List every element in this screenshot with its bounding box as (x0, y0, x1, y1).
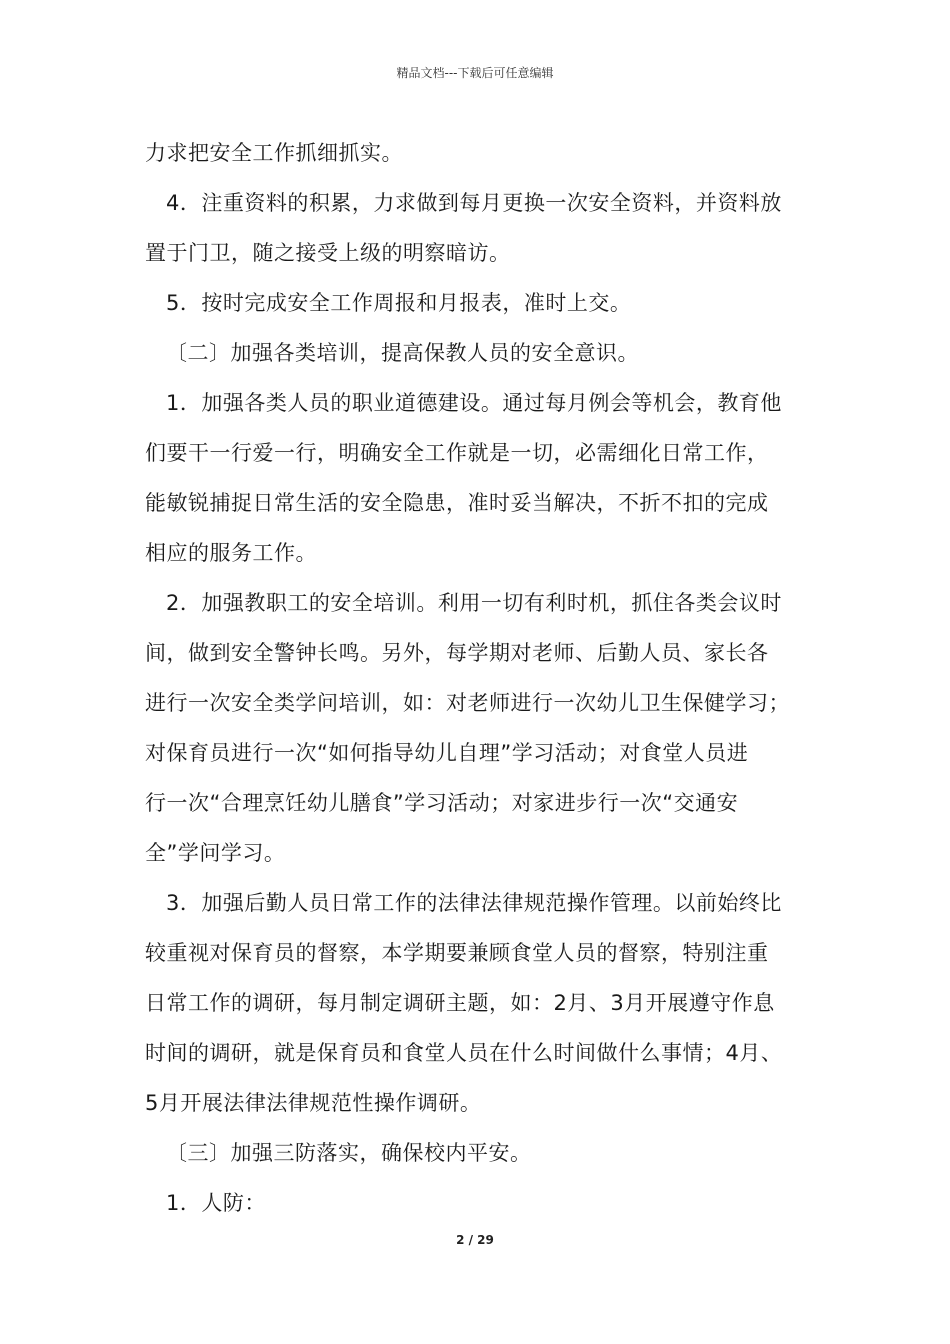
text-line: 5月开展法律法律规范性操作调研。 (145, 1091, 482, 1115)
text-line: 3．加强后勤人员日常工作的法律法律规范操作管理。以前始终比 (166, 891, 782, 915)
text-line: 1．人防： (166, 1191, 266, 1215)
section-heading: 〔三〕加强三防落实，确保校内平安。 (166, 1141, 532, 1165)
page-number: 2 / 29 (456, 1233, 494, 1247)
text-line: 们要干一行爱一行，明确安全工作就是一切，必需细化日常工作， (145, 441, 769, 465)
text-line: 较重视对保育员的督察，本学期要兼顾食堂人员的督察，特别注重 (145, 941, 769, 965)
text-line: 日常工作的调研，每月制定调研主题，如：2月、3月开展遵守作息 (145, 991, 775, 1015)
text-line: 1．加强各类人员的职业道德建设。通过每月例会等机会，教育他 (166, 391, 782, 415)
text-line: 2．加强教职工的安全培训。利用一切有利时机，抓住各类会议时 (166, 591, 782, 615)
text-line: 置于门卫，随之接受上级的明察暗访。 (145, 241, 511, 265)
text-line: 行一次“合理烹饪幼儿膳食”学习活动；对家进步行一次“交通安 (145, 791, 739, 815)
text-line: 进行一次安全类学问培训，如：对老师进行一次幼儿卫生保健学习； (145, 691, 790, 715)
text-line: 相应的服务工作。 (145, 541, 317, 565)
text-line: 对保育员进行一次“如何指导幼儿自理”学习活动；对食堂人员进 (145, 741, 749, 765)
text-line: 全”学问学习。 (145, 841, 286, 865)
page-header: 精品文档---下载后可任意编辑 (396, 66, 554, 80)
section-heading: 〔二〕加强各类培训，提高保教人员的安全意识。 (166, 341, 639, 365)
document-body (145, 128, 825, 1228)
text-line: 4．注重资料的积累，力求做到每月更换一次安全资料，并资料放 (166, 191, 782, 215)
text-line: 力求把安全工作抓细抓实。 (145, 141, 403, 165)
text-line: 时间的调研，就是保育员和食堂人员在什么时间做什么事情；4月、 (145, 1041, 783, 1065)
text-line: 5．按时完成安全工作周报和月报表，准时上交。 (166, 291, 632, 315)
text-line: 间，做到安全警钟长鸣。另外，每学期对老师、后勤人员、家长各 (145, 641, 769, 665)
text-line: 能敏锐捕捉日常生活的安全隐患，准时妥当解决，不折不扣的完成 (145, 491, 769, 515)
